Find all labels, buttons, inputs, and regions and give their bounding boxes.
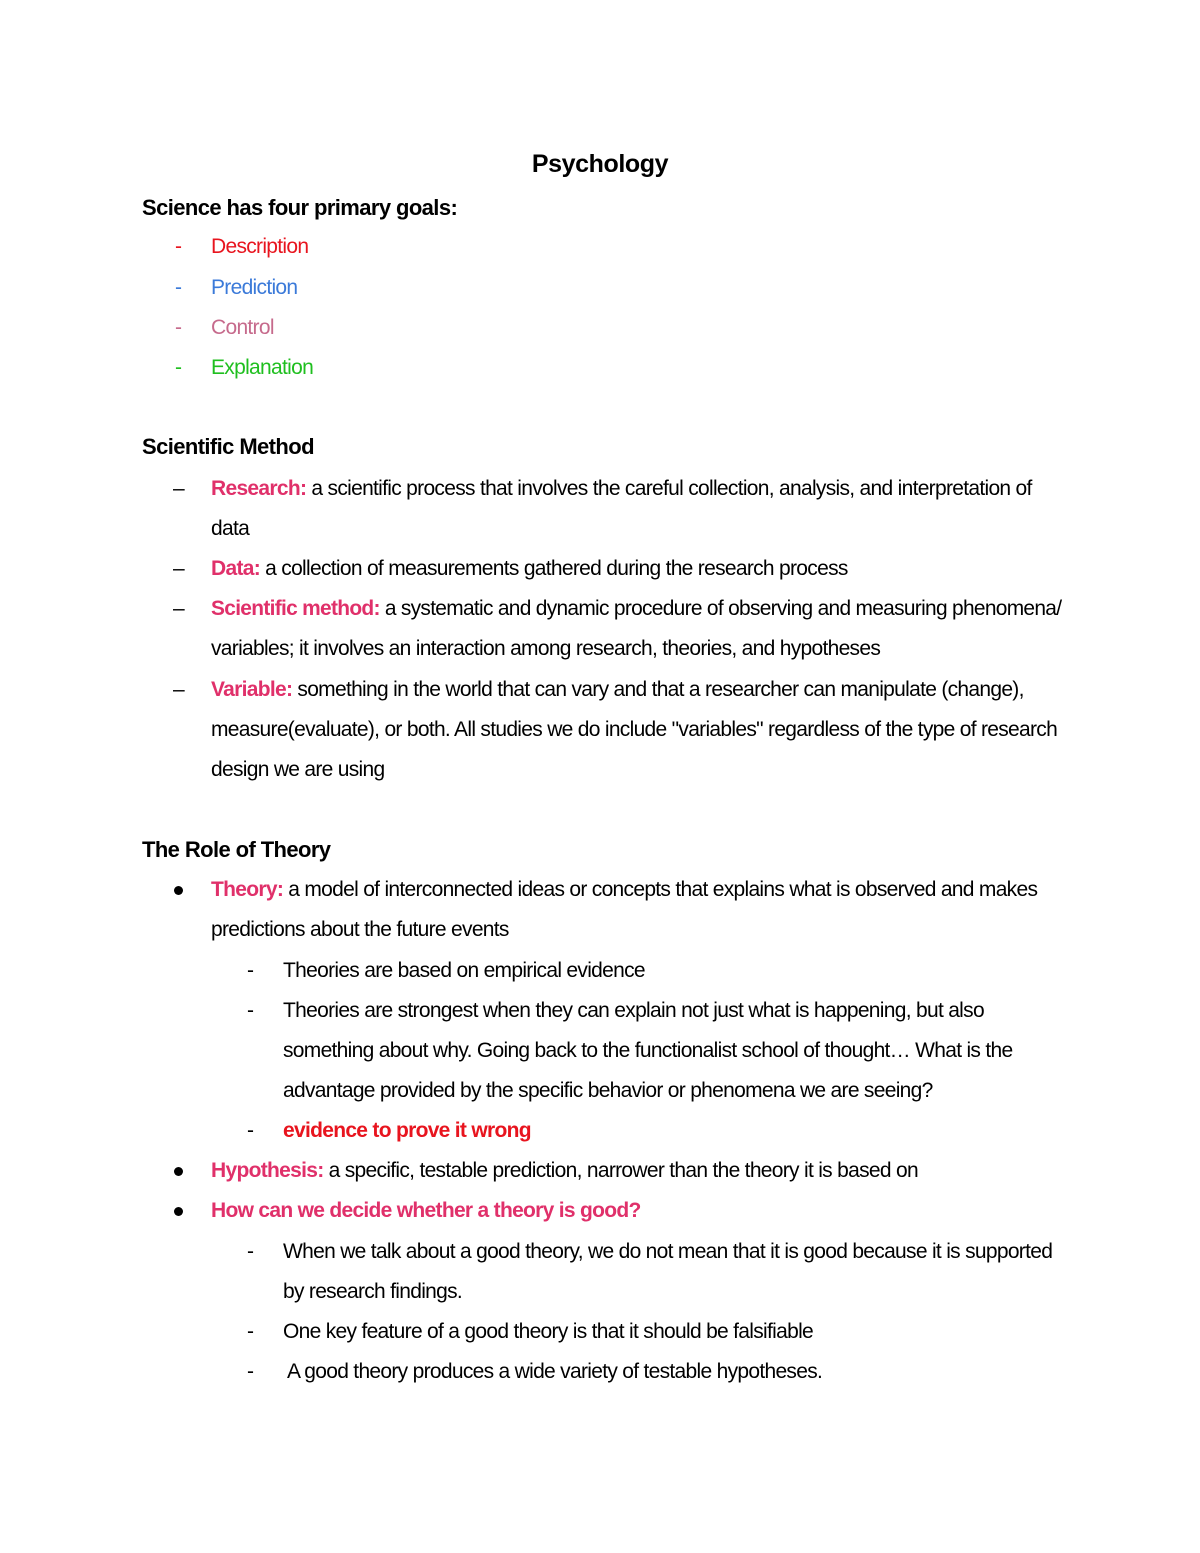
list-marker: - bbox=[175, 235, 182, 258]
list-marker: - bbox=[247, 999, 254, 1022]
goal-control: Control bbox=[211, 316, 274, 339]
bullet-icon bbox=[174, 1207, 183, 1216]
data-term: Data: bbox=[211, 557, 261, 580]
theory-subpoint-highlight: evidence to prove it wrong bbox=[283, 1119, 531, 1142]
list-marker: - bbox=[247, 1240, 254, 1263]
goals-heading: Science has four primary goals: bbox=[142, 195, 458, 220]
list-marker: - bbox=[247, 959, 254, 982]
scientific-method-text-continued: variables; it involves an interaction among research, theories, and hypotheses bbox=[211, 637, 881, 660]
page-title: Psychology bbox=[531, 150, 669, 178]
list-marker: - bbox=[175, 276, 182, 299]
data-text: a collection of measurements gathered during the research process bbox=[265, 557, 848, 580]
goal-explanation: Explanation bbox=[211, 356, 314, 379]
variable-text: something in the world that can vary and that a researcher can manipulate (change), bbox=[297, 678, 1024, 701]
list-marker: – bbox=[173, 597, 185, 620]
goal-prediction: Prediction bbox=[211, 276, 298, 299]
theory-text: a model of interconnected ideas or concepts that explains what is observed and makes bbox=[288, 878, 1038, 901]
scientific-method-text: a systematic and dynamic procedure of observing and measuring phenomena/ bbox=[384, 597, 1062, 620]
theory-heading: The Role of Theory bbox=[142, 837, 331, 862]
list-marker: – bbox=[173, 557, 185, 580]
theory-definition bbox=[211, 875, 1037, 905]
scientific-method-term: Scientific method: bbox=[211, 597, 380, 620]
hypothesis-definition bbox=[211, 1156, 918, 1186]
list-marker: – bbox=[173, 477, 185, 500]
bullet-icon bbox=[174, 1167, 183, 1176]
variable-definition bbox=[211, 675, 1024, 705]
research-text: a scientific process that involves the careful collection, analysis, and interpretation of bbox=[311, 477, 1032, 500]
variable-text-continued: design we are using bbox=[211, 758, 385, 781]
list-marker: – bbox=[173, 678, 185, 701]
theory-term: Theory: bbox=[211, 878, 284, 901]
good-theory-subpoint: When we talk about a good theory, we do not mean that it is good because it is supported bbox=[283, 1240, 1053, 1263]
variable-term: Variable: bbox=[211, 678, 293, 701]
hypothesis-text: a specific, testable prediction, narrower than the theory it is based on bbox=[328, 1159, 918, 1182]
hypothesis-term: Hypothesis: bbox=[211, 1159, 324, 1182]
list-marker: - bbox=[175, 356, 182, 379]
theory-subpoint-continued: something about why. Going back to the functionalist school of thought… What is the bbox=[283, 1039, 1013, 1062]
research-text-continued: data bbox=[211, 517, 250, 540]
research-definition bbox=[211, 474, 1032, 504]
theory-subpoint: Theories are based on empirical evidence bbox=[283, 959, 645, 982]
research-term: Research: bbox=[211, 477, 307, 500]
data-definition bbox=[211, 554, 848, 584]
list-marker: - bbox=[247, 1119, 254, 1142]
bullet-icon bbox=[174, 886, 183, 895]
theory-subpoint-continued: advantage provided by the specific behavior or phenomena we are seeing? bbox=[283, 1079, 933, 1102]
theory-text-continued: predictions about the future events bbox=[211, 918, 509, 941]
list-marker: - bbox=[247, 1320, 254, 1343]
goal-description: Description bbox=[211, 235, 309, 258]
good-theory-subpoint-continued: by research findings. bbox=[283, 1280, 463, 1303]
list-marker: - bbox=[175, 316, 182, 339]
good-theory-subpoint: A good theory produces a wide variety of testable hypotheses. bbox=[283, 1360, 823, 1383]
scientific-method-definition bbox=[211, 594, 1061, 624]
theory-subpoint: Theories are strongest when they can explain not just what is happening, but also bbox=[283, 999, 984, 1022]
method-heading: Scientific Method bbox=[142, 434, 314, 459]
list-marker: - bbox=[247, 1360, 254, 1383]
good-theory-question: How can we decide whether a theory is good? bbox=[211, 1199, 641, 1222]
variable-text-continued: measure(evaluate), or both. All studies we do include "variables" regardless of the type of research bbox=[211, 718, 1058, 741]
good-theory-subpoint: One key feature of a good theory is that it should be falsifiable bbox=[283, 1320, 814, 1343]
